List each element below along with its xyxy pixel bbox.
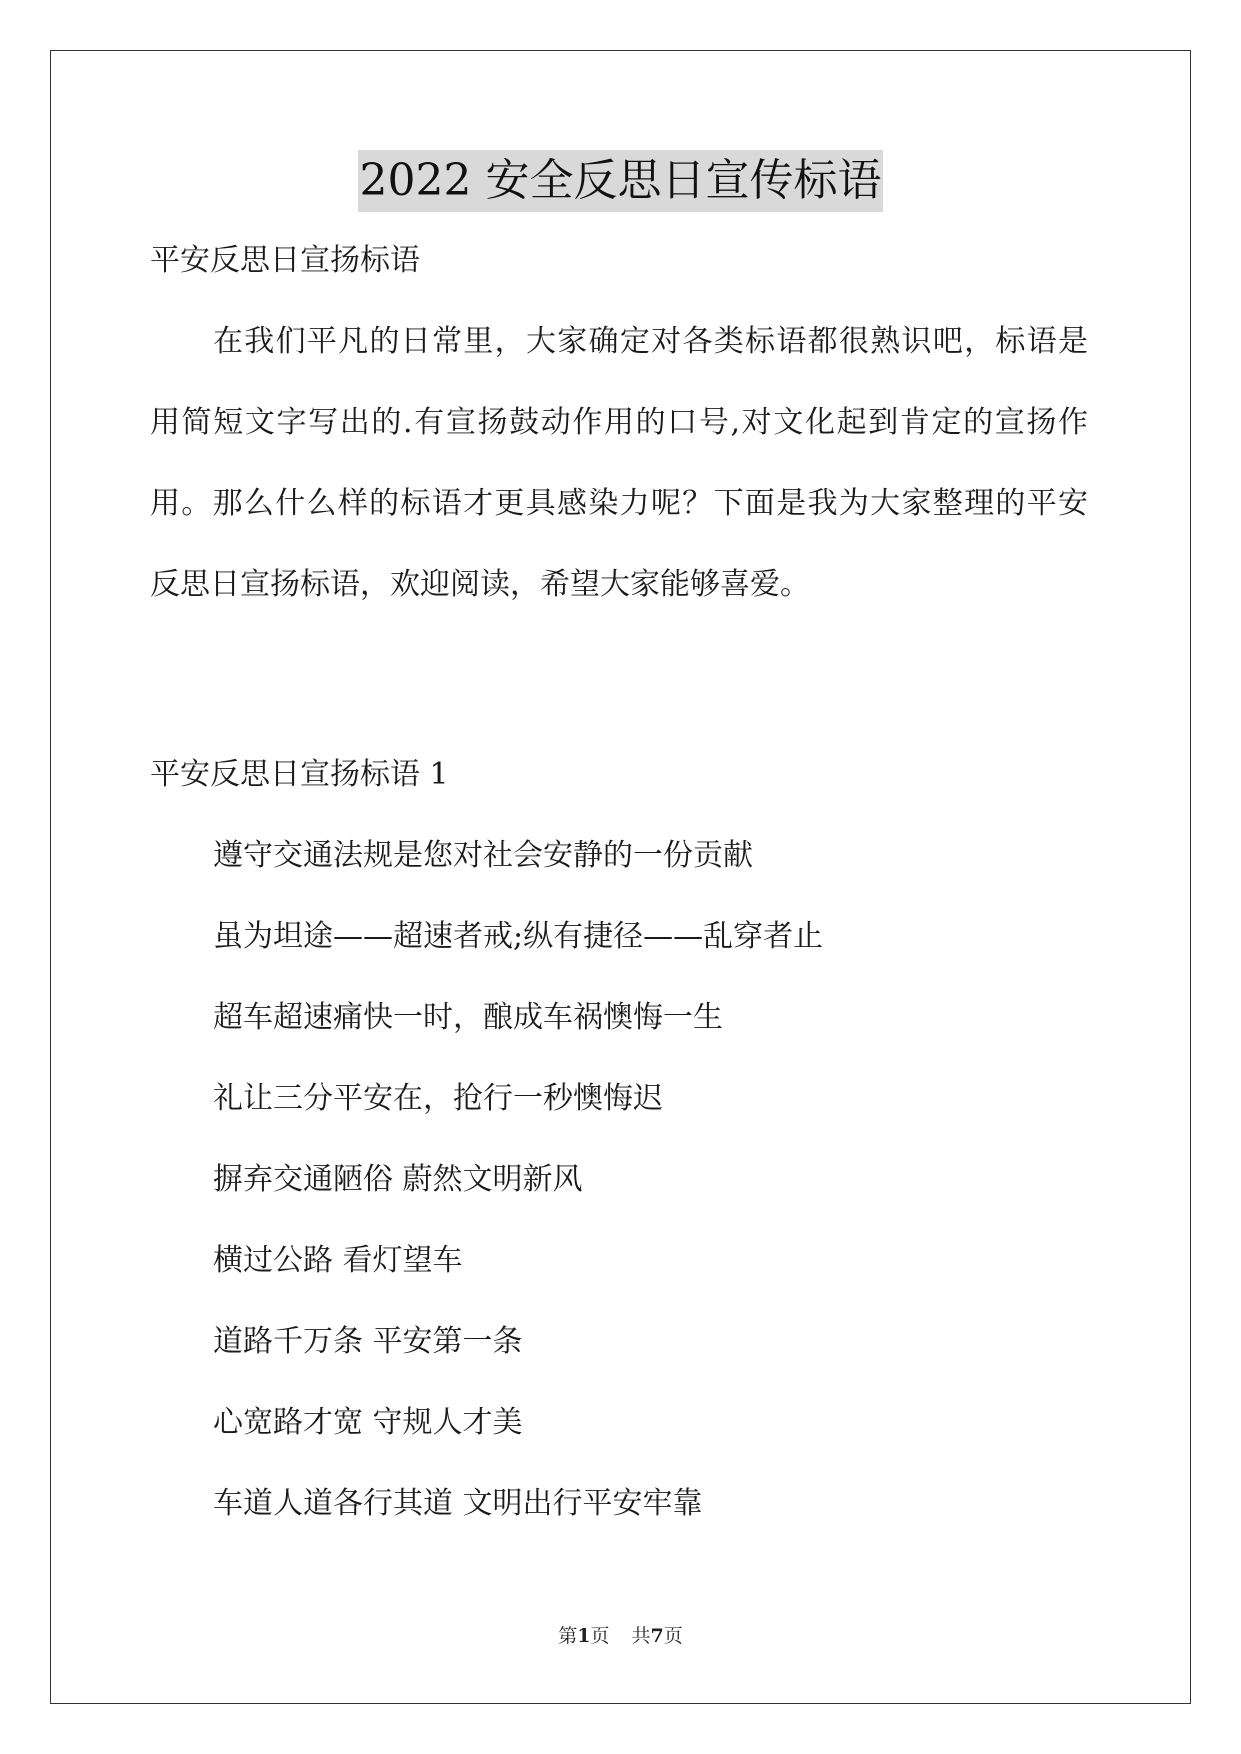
page-footer bbox=[0, 1623, 1241, 1649]
intro-line-4: 反思日宣扬标语，欢迎阅读，希望大家能够喜爱。 bbox=[150, 567, 810, 602]
slogan-item: 摒弃交通陋俗 蔚然文明新风 bbox=[213, 1162, 583, 1197]
page-prefix: 第 bbox=[558, 1625, 578, 1647]
slogan-item: 横过公路 看灯望车 bbox=[213, 1243, 463, 1278]
slogan-item: 礼让三分平安在，抢行一秒懊悔迟 bbox=[213, 1081, 663, 1116]
slogan-item: 遵守交通法规是您对社会安静的一份贡献 bbox=[213, 838, 753, 873]
page-total: 7 bbox=[650, 1625, 664, 1647]
total-suffix: 页 bbox=[663, 1625, 683, 1647]
slogan-item: 心宽路才宽 守规人才美 bbox=[213, 1405, 523, 1440]
intro-line-2: 用简短文字写出的.有宣扬鼓动作用的口号,对文化起到肯定的宣扬作 bbox=[150, 405, 1088, 440]
page-current: 1 bbox=[577, 1625, 591, 1647]
slogan-item: 道路千万条 平安第一条 bbox=[213, 1324, 523, 1359]
slogan-item: 车道人道各行其道 文明出行平安牢靠 bbox=[213, 1486, 703, 1521]
slogan-item: 虽为坦途——超速者戒;纵有捷径——乱穿者止 bbox=[213, 919, 824, 954]
title-container bbox=[0, 150, 1241, 212]
document-title: 2022 安全反思日宣传标语 bbox=[358, 150, 884, 212]
intro-line-3: 用。那么什么样的标语才更具感染力呢？下面是我为大家整理的平安 bbox=[150, 486, 1088, 521]
page-suffix: 页 bbox=[590, 1625, 610, 1647]
section-heading: 平安反思日宣扬标语 1 bbox=[150, 757, 449, 792]
intro-heading: 平安反思日宣扬标语 bbox=[150, 243, 420, 278]
slogan-item: 超车超速痛快一时，酿成车祸懊悔一生 bbox=[213, 1000, 723, 1035]
intro-line-1: 在我们平凡的日常里，大家确定对各类标语都很熟识吧，标语是 bbox=[213, 324, 1088, 359]
total-prefix: 共 bbox=[631, 1625, 651, 1647]
page-border bbox=[50, 50, 1191, 1704]
